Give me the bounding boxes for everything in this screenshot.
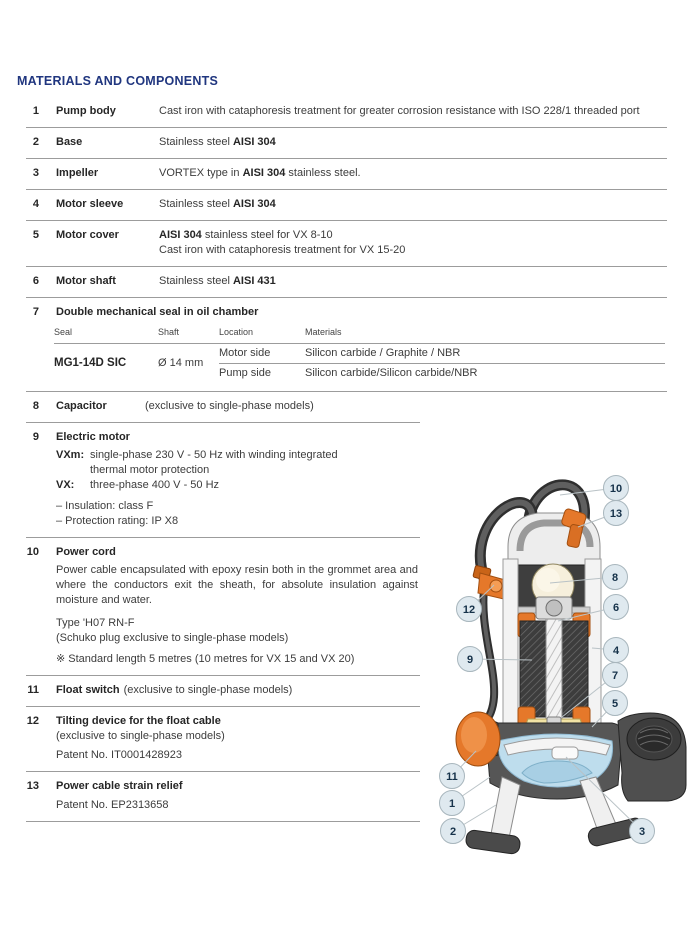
component-number: 2 (32, 136, 39, 148)
seal-materials: Silicon carbide / Graphite / NBR (305, 344, 665, 364)
pump-cutaway-figure (432, 455, 691, 875)
svg-text:12: 12 (462, 604, 476, 616)
component-description: Stainless steel AISI 431 (159, 275, 276, 287)
component-name: Tilting device for the float cable (56, 715, 221, 727)
svg-text:6: 6 (612, 602, 620, 614)
component-number: 1 (32, 105, 39, 117)
motor-winding-right (562, 621, 588, 717)
components-list (26, 97, 667, 298)
component-description: Stainless steel AISI 304 (159, 136, 276, 148)
component-number: 13 (26, 780, 39, 792)
component-number: 11 (27, 684, 39, 696)
outlet-port (618, 713, 686, 801)
component-description: Stainless steel AISI 304 (159, 198, 276, 210)
impeller-hub (552, 747, 578, 759)
variant-label: VXm: (56, 449, 85, 461)
seal-location: Motor side (219, 344, 305, 364)
power-cord-description: Power cable encapsulated with epoxy resin both in the grommet area and where the conductors exit the sheath, for absolute insulation against moisture and water. (56, 564, 418, 606)
component-description: Cast iron with cataphoresis treatment for greater corrosion resistance with ISO 228/1 threaded port (159, 105, 640, 117)
seal-col-header: Seal (54, 324, 158, 344)
component-number: 5 (32, 229, 39, 241)
seal-location: Pump side (219, 367, 271, 379)
svg-text:5: 5 (611, 698, 619, 710)
seal-model: MG1-14D SIC (54, 357, 127, 369)
motor-spec: – Protection rating: IP X8 (56, 515, 179, 527)
svg-text:3: 3 (638, 826, 646, 838)
plug-note: (Schuko plug exclusive to single-phase models) (56, 632, 289, 644)
svg-text:11: 11 (446, 771, 458, 783)
component-number: 4 (32, 198, 39, 210)
location-col-header: Location (219, 324, 305, 344)
row-float-switch (26, 676, 420, 707)
motor-variant (56, 478, 420, 493)
svg-text:8: 8 (611, 572, 619, 584)
component-row (26, 128, 667, 159)
shaft-col-header: Shaft (158, 324, 219, 344)
variant-text: single-phase 230 V - 50 Hz with winding integrated thermal motor protection (90, 449, 338, 476)
component-name: Power cable strain relief (56, 780, 183, 792)
component-row (26, 190, 667, 221)
patent-number: Patent No. IT0001428923 (56, 749, 182, 761)
svg-text:13: 13 (609, 508, 623, 520)
motor-variant (56, 448, 420, 478)
seal-materials: Silicon carbide/Silicon carbide/NBR (305, 367, 478, 379)
component-row (26, 159, 667, 190)
component-number: 8 (32, 400, 39, 412)
component-note: (exclusive to single-phase models) (123, 684, 293, 696)
capacitor-highlight (536, 568, 560, 592)
page-title: MATERIALS AND COMPONENTS (17, 74, 219, 88)
component-name: Motor sleeve (56, 198, 124, 210)
svg-text:7: 7 (611, 670, 619, 682)
length-note: ※ Standard length 5 metres (10 metres for VX 15 and VX 20) (56, 653, 355, 665)
cable-type: Type 'H07 RN-F (56, 617, 135, 629)
seal-spec-table (54, 324, 665, 383)
component-number: 10 (26, 546, 39, 558)
row-strain-relief (26, 772, 420, 822)
patent-number: Patent No. EP2313658 (56, 799, 169, 811)
component-note: (exclusive to single-phase models) (145, 400, 314, 412)
row-capacitor (26, 392, 420, 423)
component-row (26, 267, 667, 298)
svg-text:1: 1 (448, 798, 456, 810)
component-name: Capacitor (56, 400, 107, 412)
variant-text: three-phase 400 V - 50 Hz (90, 479, 220, 491)
component-name: Motor shaft (56, 275, 116, 287)
row-power-cord (26, 538, 420, 676)
component-name: Motor cover (56, 229, 119, 241)
component-row (26, 221, 667, 267)
component-description: VORTEX type in AISI 304 stainless steel. (159, 167, 361, 179)
component-note: (exclusive to single-phase models) (56, 730, 225, 742)
row-electric-motor (26, 423, 420, 538)
row-tilting-device (26, 707, 420, 772)
variant-label: VX: (56, 479, 75, 491)
component-name: Impeller (56, 167, 99, 179)
float-switch-shape (456, 712, 500, 766)
motor-winding-left (520, 621, 546, 717)
component-description: AISI 304 stainless steel for VX 8-10 Cast iron with cataphoresis treatment for VX 15-20 (159, 229, 406, 256)
component-row (26, 97, 667, 128)
callout-11 (440, 751, 477, 789)
svg-text:9: 9 (466, 654, 474, 666)
motor-shaft-rotor (546, 619, 562, 719)
motor-sleeve-left (503, 559, 518, 741)
motor-spec: – Insulation: class F (56, 500, 154, 512)
component-number: 6 (32, 275, 39, 287)
component-name: Power cord (56, 546, 116, 558)
component-name: Base (56, 136, 83, 148)
component-number: 9 (32, 431, 39, 443)
svg-text:4: 4 (612, 645, 620, 657)
shaft-top (546, 600, 562, 616)
pump-cutaway-svg (432, 455, 691, 875)
svg-text:10: 10 (609, 483, 623, 495)
component-name: Electric motor (56, 431, 130, 443)
row-seal (26, 298, 667, 392)
svg-text:2: 2 (449, 826, 457, 838)
component-number: 7 (32, 306, 39, 318)
component-number: 12 (26, 715, 39, 727)
materials-col-header: Materials (305, 324, 665, 344)
shaft-diameter: Ø 14 mm (158, 357, 204, 369)
component-name: Float switch (56, 684, 120, 696)
callout-12 (457, 585, 495, 622)
component-number: 3 (32, 167, 39, 179)
component-name: Pump body (56, 105, 116, 117)
component-name: Double mechanical seal in oil chamber (56, 306, 259, 318)
